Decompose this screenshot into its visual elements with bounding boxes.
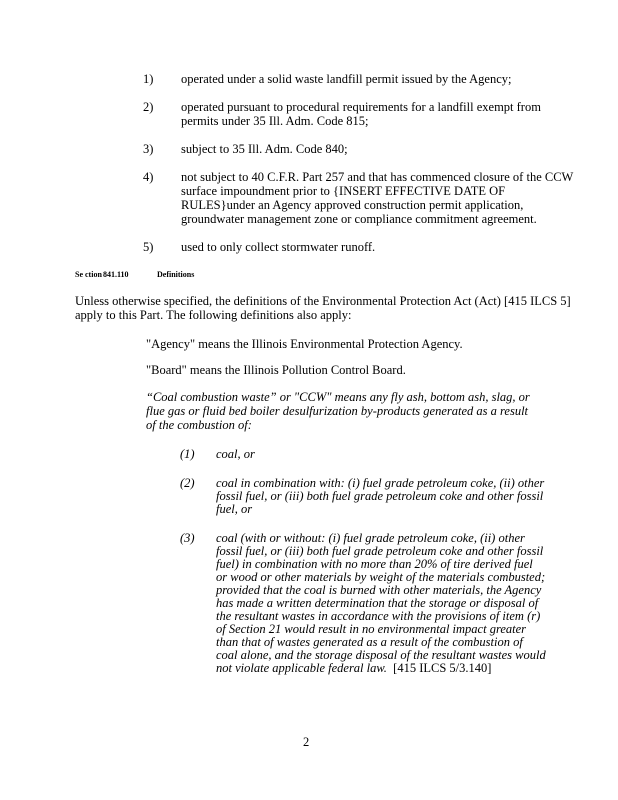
section-number: 841.110 <box>103 270 129 279</box>
section-label: Se ction <box>75 270 102 279</box>
list-number: 5) <box>143 240 154 254</box>
sub-list-number: (3) <box>180 531 195 545</box>
list-text: operated pursuant to procedural requirements for a landfill exempt from permits under 35 Ill. Adm. Code 815; <box>181 100 541 128</box>
list-number: 1) <box>143 72 154 86</box>
definition-board: "Board" means the Illinois Pollution Control Board. <box>146 363 406 377</box>
sub-list-text: coal in combination with: (i) fuel grade petroleum coke, (ii) other fossil fuel, or (iii) both fuel grade petroleum coke and other fossil fuel, or <box>216 476 545 516</box>
sub-list-number: (1) <box>180 447 195 461</box>
intro-paragraph: Unless otherwise specified, the definitions of the Environmental Protection Act (Act) [415 ILCS 5] apply to this Part. The following definitions also apply: <box>75 294 571 322</box>
sub-list-text <box>216 532 546 675</box>
list-text: used to only collect stormwater runoff. <box>181 240 376 254</box>
list-text: operated under a solid waste landfill permit issued by the Agency; <box>181 72 512 86</box>
statute-citation: [415 ILCS 5/3.140] <box>393 661 492 675</box>
definition-ccw: “Coal combustion waste” or "CCW" means any fly ash, bottom ash, slag, or flue gas or fluid bed boiler desulfurization by-products generated as a result of the combustion of: <box>146 390 530 432</box>
section-title: Definitions <box>157 270 195 279</box>
sub-list-body: coal (with or without: (i) fuel grade petroleum coke, (ii) other fossil fuel, or (iii) both fuel grade petroleum coke and other fossil fuel) in combination with no more than 20% of tire derived fuel or wood or other materials by weight of the materials combusted; provided that the coal is burned with other materials, the Agency has made a written determination that the storage or disposal of the resultant wastes in accordance with the provisions of item (r) of Section 21 would result in no environmental impact greater than that of wastes generated as a result of the combustion of coal alone, and the storage disposal of the resultant wastes would not violate applicable federal law. <box>216 531 546 675</box>
list-number: 4) <box>143 170 154 184</box>
list-number: 2) <box>143 100 154 114</box>
list-text: subject to 35 Ill. Adm. Code 840; <box>181 142 348 156</box>
section-heading <box>75 270 195 279</box>
definition-agency: "Agency" means the Illinois Environmental Protection Agency. <box>146 337 463 351</box>
sub-list-text: coal, or <box>216 447 255 461</box>
sub-list-number: (2) <box>180 476 195 490</box>
list-text: not subject to 40 C.F.R. Part 257 and that has commenced closure of the CCW surface impoundment prior to {INSERT EFFECTIVE DATE OF RULES}under an Agency approved construction permit application, groundwater management zone or compliance commitment agreement. <box>181 170 574 226</box>
list-number: 3) <box>143 142 154 156</box>
page-number: 2 <box>303 735 310 749</box>
